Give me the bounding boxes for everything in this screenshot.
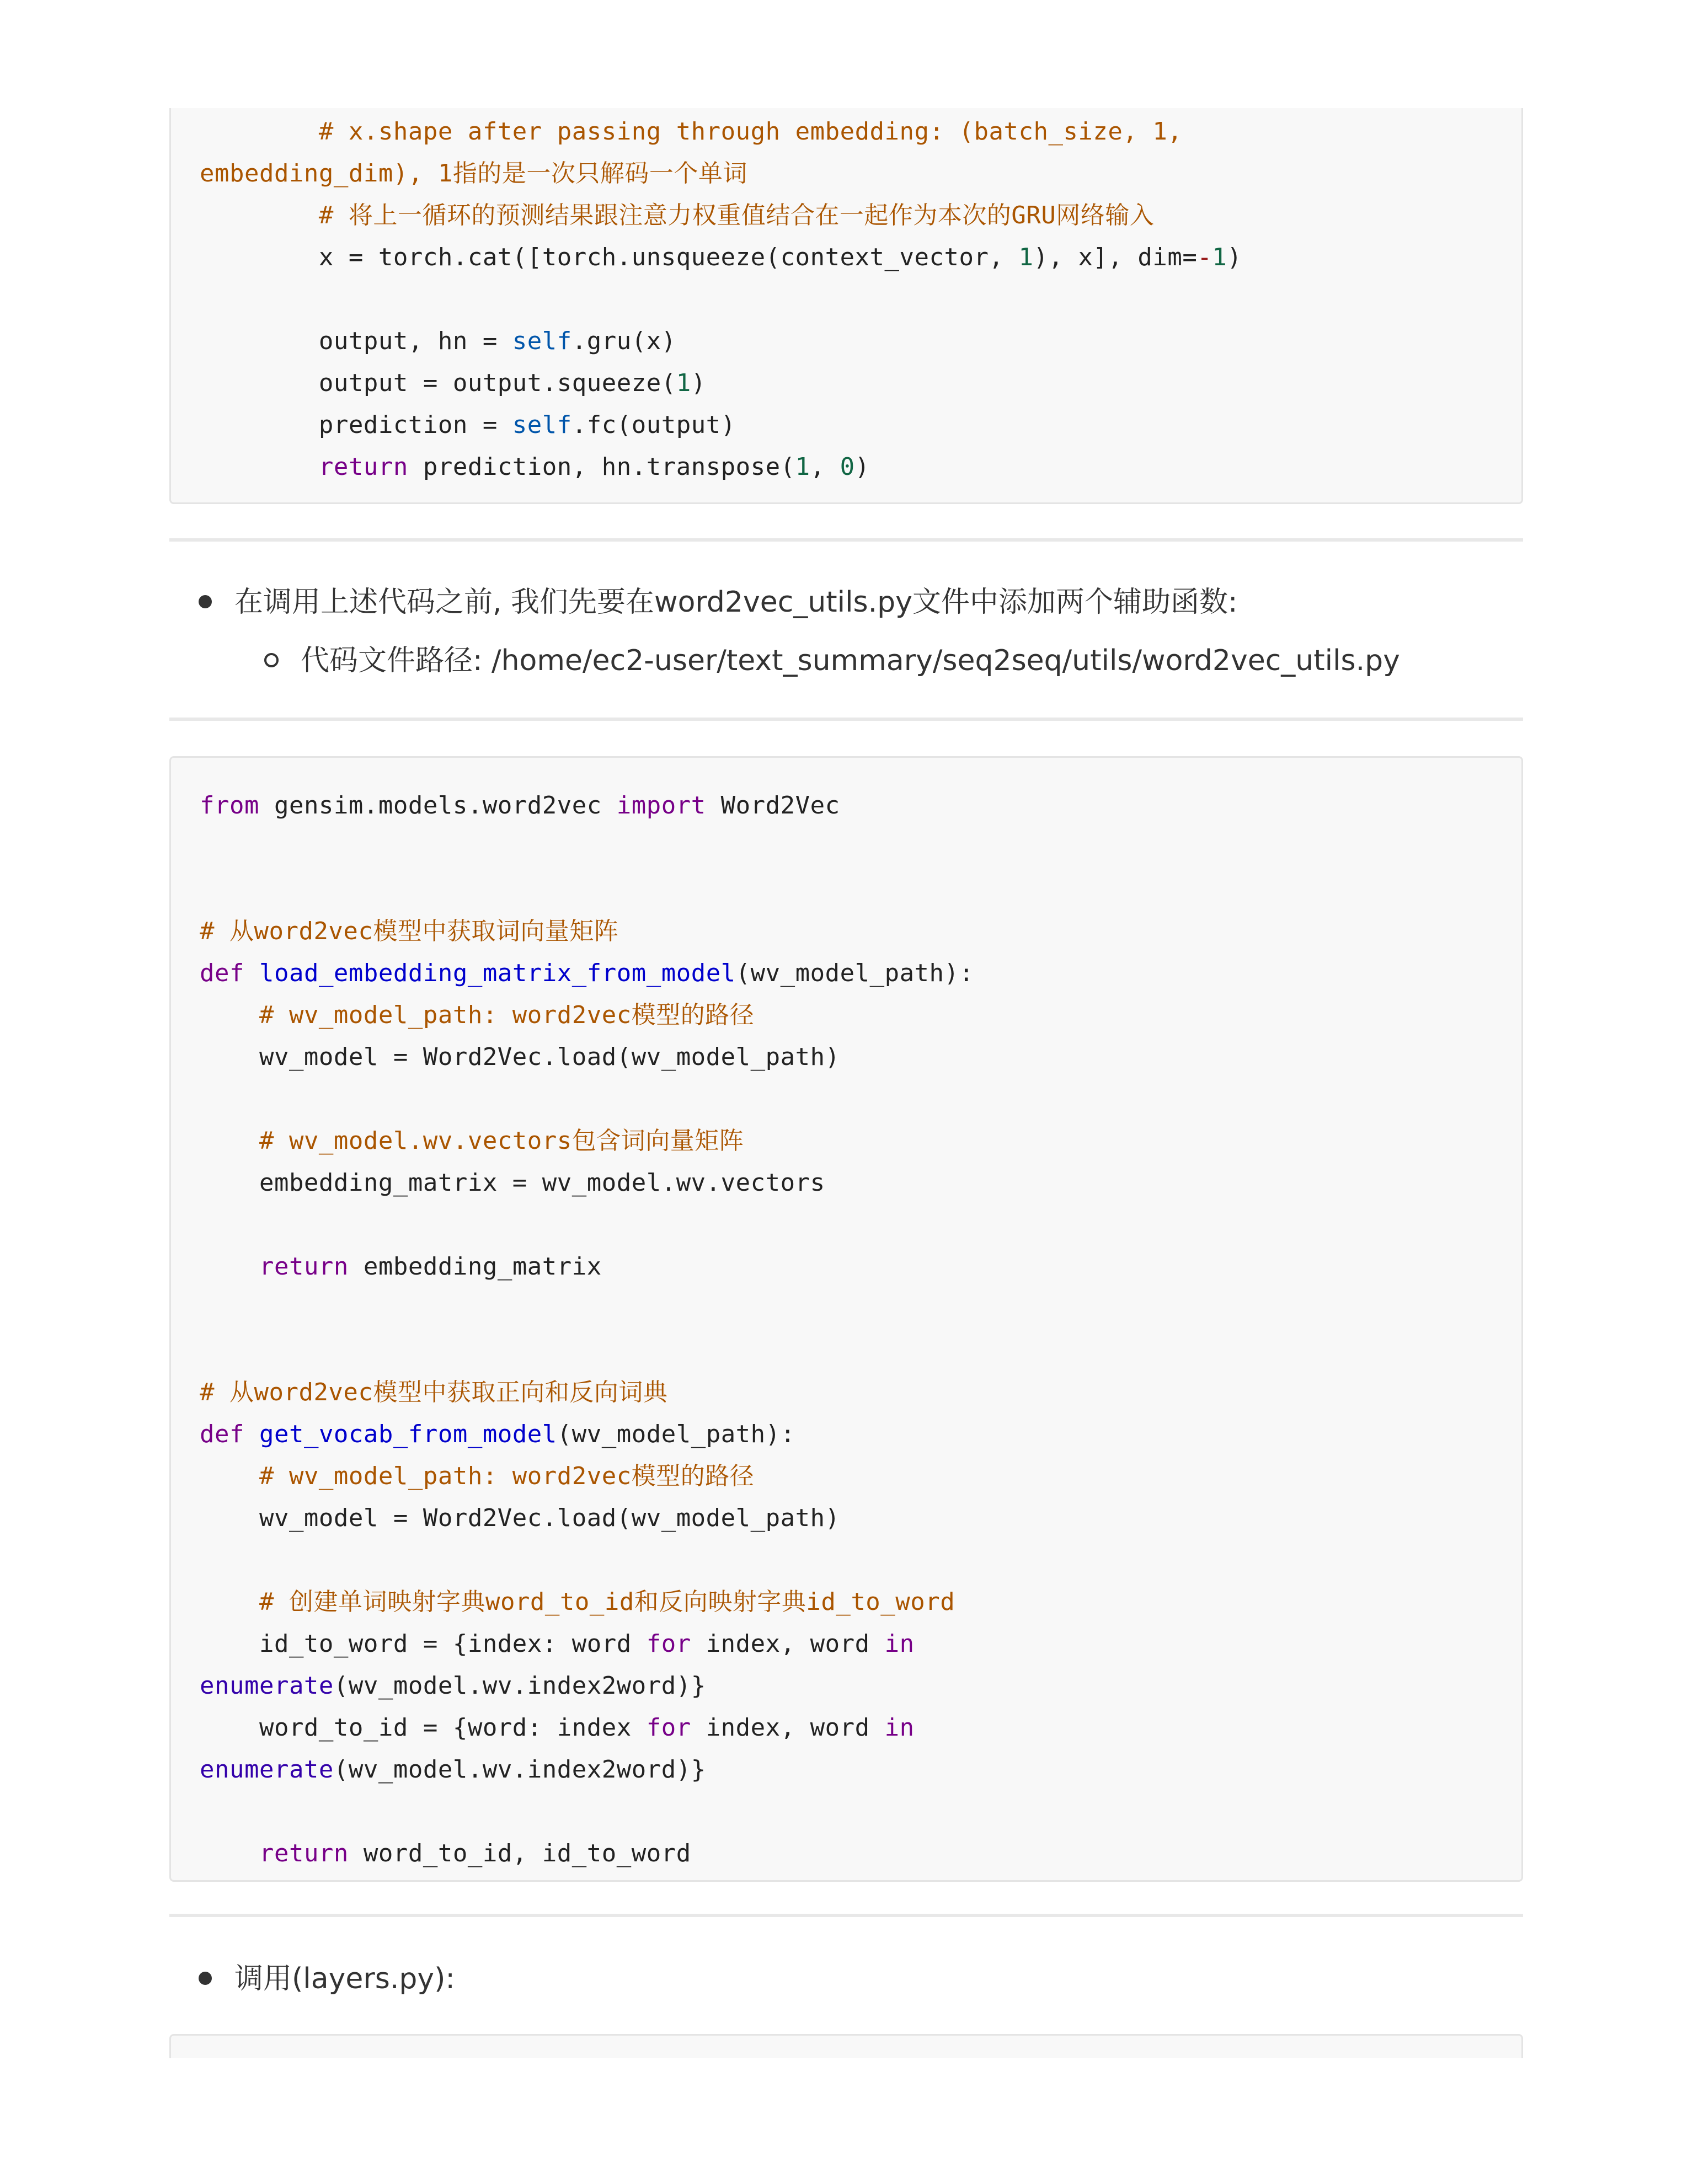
code-block-word2vec-utils (169, 756, 1523, 1882)
code-line (200, 1120, 744, 1162)
code-line (200, 1707, 915, 1749)
code-token: (wv_model_path): (735, 959, 974, 987)
code-token: ) (691, 369, 706, 397)
code-token: x = torch.cat([torch.unsqueeze(context_vector, (200, 243, 1019, 271)
code-token: # wv_model_path: word2vec模型的路径 (259, 1001, 755, 1029)
code-token (200, 1001, 259, 1029)
code-token: 1 (1212, 243, 1227, 271)
code-line (200, 111, 1182, 153)
code-token: (wv_model.wv.index2word)} (333, 1672, 706, 1700)
code-token: 1 (1018, 243, 1034, 271)
code-token: import (616, 791, 706, 820)
list-subitem-file-path: 代码文件路径: /home/ec2-user/text_summary/seq2seq/utils/word2vec_utils.py (301, 644, 1400, 677)
horizontal-rule (169, 718, 1523, 721)
list-item-helper-intro: 在调用上述代码之前, 我们先要在word2vec_utils.py文件中添加两个辅助函数: (234, 586, 1238, 619)
code-token: return (259, 1252, 349, 1281)
code-line (200, 1497, 840, 1539)
code-token: ) (1227, 243, 1242, 271)
code-line (200, 1749, 706, 1791)
code-token: output = output.squeeze( (200, 369, 676, 397)
code-line (200, 153, 747, 195)
code-line (200, 237, 1242, 279)
code-token: 1 (795, 453, 810, 481)
code-line (200, 1246, 602, 1288)
code-line (200, 1581, 955, 1623)
code-line (200, 994, 754, 1036)
code-line (200, 320, 676, 362)
code-token: index, word (691, 1714, 885, 1742)
code-token: word_to_id, id_to_word (348, 1839, 691, 1867)
code-token: self (512, 411, 572, 439)
code-line (200, 952, 974, 994)
code-line (200, 195, 1154, 237)
code-token: # 从word2vec模型中获取词向量矩阵 (200, 917, 619, 945)
code-token (200, 1462, 259, 1490)
code-token: enumerate (200, 1755, 334, 1784)
code-token: # x.shape after passing through embedding: (batch_size, 1, (318, 117, 1183, 146)
code-line (200, 404, 736, 446)
code-token: , (810, 453, 840, 481)
code-token: embedding_dim), 1指的是一次只解码一个单词 (200, 159, 747, 188)
code-token: get_vocab_from_model (259, 1420, 557, 1448)
code-token: in (884, 1714, 915, 1742)
code-token: .fc(output) (571, 411, 736, 439)
code-token: output, hn = (200, 327, 512, 355)
code-line (200, 1623, 915, 1665)
code-token: embedding_matrix (348, 1252, 602, 1281)
code-token: (wv_model_path): (557, 1420, 795, 1448)
code-token: enumerate (200, 1672, 334, 1700)
code-token: .gru(x) (571, 327, 676, 355)
code-token: 0 (840, 453, 855, 481)
bullet-dot-icon (199, 1972, 212, 1985)
code-token (244, 1420, 259, 1448)
code-token: Word2Vec (706, 791, 840, 820)
code-token: self (512, 327, 572, 355)
code-token: (wv_model.wv.index2word)} (333, 1755, 706, 1784)
code-line (200, 1833, 691, 1875)
code-token: return (259, 1839, 349, 1867)
code-token: ) (854, 453, 870, 481)
code-token: in (884, 1630, 915, 1658)
code-token (200, 1127, 259, 1155)
code-token: wv_model = Word2Vec.load(wv_model_path) (200, 1504, 840, 1532)
code-token: def (200, 1420, 244, 1448)
code-block-layers-call (169, 2034, 1523, 2058)
bullet-dot-icon (199, 595, 212, 608)
code-token (200, 1252, 259, 1281)
code-token: ), x], dim= (1033, 243, 1198, 271)
sub-bullet-circle-icon (264, 653, 279, 667)
code-token: prediction = (200, 411, 512, 439)
code-token: # 创建单词映射字典word_to_id和反向映射字典id_to_word (259, 1588, 955, 1616)
code-token (244, 959, 259, 987)
code-token (200, 201, 319, 229)
code-token: return (318, 453, 408, 481)
code-token: load_embedding_matrix_from_model (259, 959, 736, 987)
code-line (200, 446, 870, 488)
code-line (200, 1036, 840, 1078)
code-line (200, 1455, 754, 1497)
code-token (200, 453, 319, 481)
code-token: # wv_model.wv.vectors包含词向量矩阵 (259, 1127, 744, 1155)
code-block-decoder-tail (169, 108, 1523, 504)
code-token: # wv_model_path: word2vec模型的路径 (259, 1462, 755, 1490)
code-token: for (646, 1714, 691, 1742)
code-line (200, 1162, 825, 1204)
code-token: from (200, 791, 259, 820)
code-token: wv_model = Word2Vec.load(wv_model_path) (200, 1043, 840, 1071)
code-token: embedding_matrix = wv_model.wv.vectors (200, 1169, 825, 1197)
code-token: word_to_id = {word: index (200, 1714, 647, 1742)
code-line (200, 911, 618, 952)
code-line (200, 785, 840, 827)
code-token: - (1197, 243, 1212, 271)
code-line (200, 1372, 667, 1414)
code-token: prediction, hn.transpose( (408, 453, 795, 481)
code-token: index, word (691, 1630, 885, 1658)
code-token: # 将上一循环的预测结果跟注意力权重值结合在一起作为本次的GRU网络输入 (318, 201, 1155, 229)
code-token: 1 (676, 369, 691, 397)
code-token: def (200, 959, 244, 987)
code-token: gensim.models.word2vec (259, 791, 617, 820)
code-line (200, 1414, 795, 1455)
code-token (200, 1588, 259, 1616)
code-line (200, 362, 706, 404)
list-item-call-layers: 调用(layers.py): (234, 1962, 455, 1995)
code-token (200, 117, 319, 146)
code-token (200, 1839, 259, 1867)
code-token: # 从word2vec模型中获取正向和反向词典 (200, 1378, 668, 1406)
code-token: for (646, 1630, 691, 1658)
code-token: id_to_word = {index: word (200, 1630, 647, 1658)
horizontal-rule (169, 538, 1523, 542)
horizontal-rule (169, 1914, 1523, 1917)
code-line (200, 1665, 706, 1707)
